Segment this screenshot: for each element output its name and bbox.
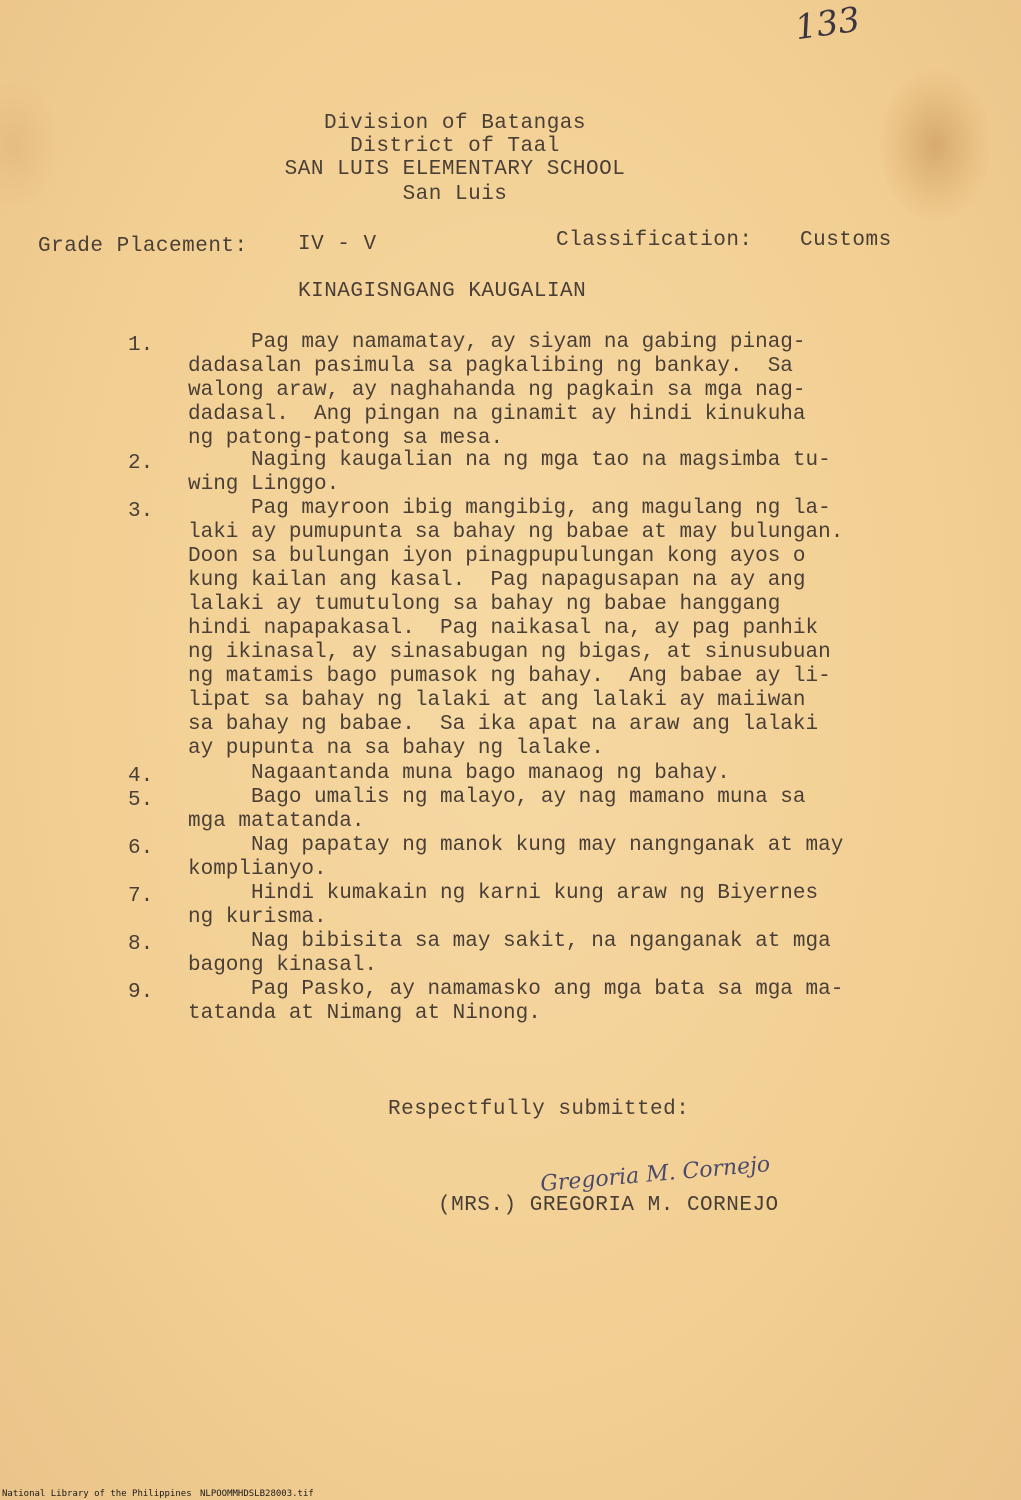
classification-value: Customs <box>800 229 892 252</box>
item-number: 7. <box>128 885 154 908</box>
list-item: Nagaantanda muna bago manaog ng bahay. <box>188 762 730 785</box>
document-title: KINAGISNGANG KAUGALIAN <box>298 280 587 303</box>
list-item: Bago umalis ng malayo, ay nag mamano muna sa mga matatanda. <box>188 786 806 833</box>
paper-stain <box>880 70 990 220</box>
item-number: 2. <box>128 452 154 475</box>
header-district: District of Taal <box>350 135 560 158</box>
list-item: Pag mayroon ibig mangibig, ang magulang ng la- laki ay pumupunta sa bahay ng babae at may bulungan. Doon sa bulungan iyon pinagpupulungan kong ayos o kung kailan ang kasal. Pag napagusapan na ay ang lalaki ay tumutulong sa bahay ng babae hanggang hindi napapakasal. Pag naikasal na, ay pag panhik ng ikinasal, ay sinasabugan ng bigas, at sinusubuan ng matamis bago pumasok ng bahay. Ang babae ay li- lipat sa bahay ng lalaki at ang lalaki ay maiiwan sa bahay ng babae. Sa ika apat na araw ang lalaki ay pupunta na sa bahay ng lalake. <box>188 497 844 760</box>
header-division: Division of Batangas <box>323 112 587 135</box>
list-item: Pag Pasko, ay namamasko ang mga bata sa mga ma- tatanda at Nimang at Ninong. <box>188 978 844 1025</box>
list-item: Hindi kumakain ng karni kung araw ng Biyernes ng kurisma. <box>188 882 819 929</box>
footer-library: National Library of the Philippines <box>2 1489 192 1499</box>
list-item: Nag bibisita sa may sakit, na nganganak at mga bagong kinasal. <box>188 930 831 977</box>
respectfully-submitted: Respectfully submitted: <box>388 1098 690 1121</box>
footer-filename: NLPOOMMHDSLB28003.tif <box>200 1489 314 1499</box>
header-town: San Luis <box>402 183 508 206</box>
item-number: 8. <box>128 933 154 956</box>
item-number: 5. <box>128 789 154 812</box>
paper-stain <box>0 80 60 210</box>
item-number: 3. <box>128 500 154 523</box>
list-item: Pag may namamatay, ay siyam na gabing pinag- dadasalan pasimula sa pagkalibing ng bankay. Sa walong araw, ay naghahanda ng pagkain sa mga nag- dadasal. Ang pingan na ginamit ay hindi kinukuha ng patong-patong sa mesa. <box>188 331 806 450</box>
grade-label: Grade Placement: <box>38 235 248 258</box>
item-number: 1. <box>128 334 154 357</box>
classification-label: Classification: <box>556 229 753 252</box>
item-number: 4. <box>128 765 154 788</box>
item-number: 6. <box>128 837 154 860</box>
list-item: Nag papatay ng manok kung may nangnganak at may komplianyo. <box>188 834 844 881</box>
list-item: Naging kaugalian na ng mga tao na magsimba tu- wing Linggo. <box>188 449 831 496</box>
signatory-name: (MRS.) GREGORIA M. CORNEJO <box>438 1194 779 1217</box>
handwritten-signature: Gregoria M. Cornejo <box>539 1152 772 1197</box>
page-number: 133 <box>792 0 863 49</box>
item-number: 9. <box>128 981 154 1004</box>
header-school: SAN LUIS ELEMENTARY SCHOOL <box>284 158 626 181</box>
grade-value: IV - V <box>298 233 377 256</box>
